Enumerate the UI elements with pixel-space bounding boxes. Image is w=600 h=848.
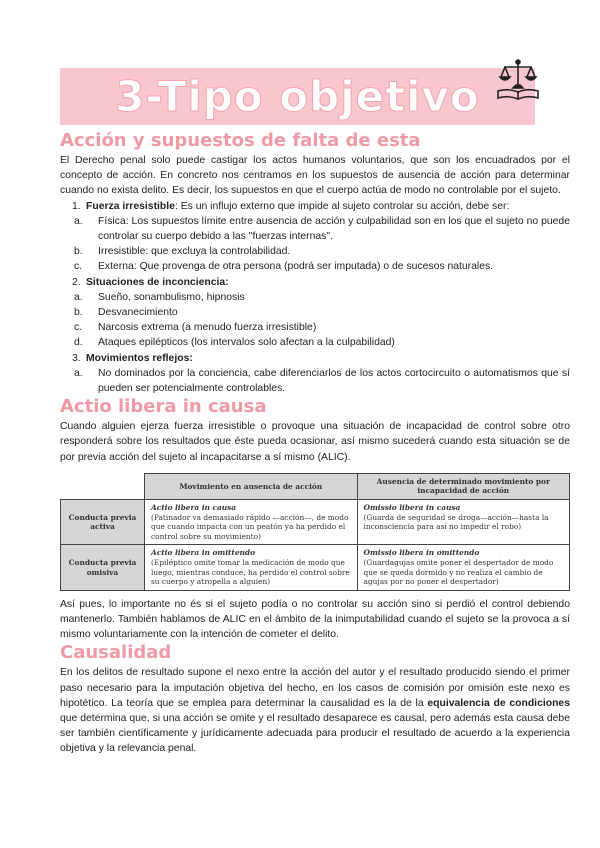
sub-letter: d. xyxy=(74,337,83,349)
sub-text: Ataques epilépticos (los intervalos solo afectan a la culpabilidad) xyxy=(98,337,395,349)
list-number: 1. xyxy=(72,200,81,212)
cell-text: (Guarda de seguridad se droga—acción—hasta la inconsciencia para así no impedir el robo) xyxy=(363,512,549,532)
causalidad-bold: equivalencia de condiciones xyxy=(427,697,570,709)
section-heading-alic: Actio libera in causa xyxy=(60,396,267,418)
list-item xyxy=(60,275,570,290)
list-label: Fuerza irresistible xyxy=(86,200,175,212)
sub-text: Sueño, sonambulismo, hipnosis xyxy=(98,291,245,303)
sub-item xyxy=(60,259,570,274)
sub-text: Irresistible: que excluya la controlabilidad. xyxy=(98,246,291,258)
title-band xyxy=(60,68,535,125)
cell-text: (Guardagujas omite poner el despertador de modo que se queda dormido y no realiza el cambio de agujas por no poner el despertador) xyxy=(363,558,554,587)
content xyxy=(60,130,570,757)
list-desc: : Es un influjo externo que impide al sujeto controlar su acción, debe ser: xyxy=(174,200,510,212)
sub-text: No dominados por la conciencia, cabe diferenciarlos de los actos cortocircuito o automatismos que sí pueden ser potencialmente controlables. xyxy=(98,367,570,395)
sub-letter: b. xyxy=(74,246,83,258)
table-col-header: Movimiento en ausencia de acción xyxy=(145,473,358,499)
causalidad-text-2: que determina que, si una acción se omite y el resultado desaparece es causal, pero además esta causa debe ser también científicamente y jurídicamente adecuada para producir el resultado de acuerdo a la experiencia objetiva y la relevancia penal. xyxy=(60,713,570,755)
table-cell xyxy=(357,500,569,545)
sub-item xyxy=(60,366,570,396)
cell-text: (Patinador va demasiado rápido —acción—, de modo que cuando impacta con un peatón ya ha perdido el control sobre su movimiento) xyxy=(151,512,349,541)
causalidad-paragraph xyxy=(60,665,570,756)
sub-letter: a. xyxy=(74,291,83,303)
causalidad-text-1: En los delitos de resultado supone el nexo entre la acción del autor y el resultado producido siendo el primer paso necesario para la imputación objetiva del hecho, en los casos de comisión por omisión este nexo es hipotético. La teoría que se emplea para determinar la causalidad es la de la xyxy=(60,667,570,709)
list-number: 2. xyxy=(72,276,81,288)
list-label: Movimientos reflejos: xyxy=(86,352,193,364)
sub-letter: a. xyxy=(74,215,83,227)
sub-item xyxy=(60,214,570,244)
section-heading-accion: Acción y supuestos de falta de esta xyxy=(60,130,421,151)
cell-title: Actio libera in causa xyxy=(151,503,237,513)
cell-text: (Epiléptico omite tomar la medicación de modo que luego, mientras conduce, ha perdido el control sobre su cuerpo y atropella a alguien) xyxy=(151,558,350,587)
table-col-header: Ausencia de determinado movimiento por incapacidad de acción xyxy=(357,473,569,499)
alic-table xyxy=(60,473,570,591)
list-item xyxy=(60,351,570,366)
page-title: 3-Tipo objetivo xyxy=(115,72,480,121)
table-cell xyxy=(145,500,358,545)
sub-text: Desvanecimiento xyxy=(98,307,178,319)
sub-text: Externa: Que provenga de otra persona (podrá ser imputada) o de sucesos naturales. xyxy=(98,261,494,273)
list-item xyxy=(60,199,570,214)
cell-title: Actio libera in omittendo xyxy=(151,548,256,558)
sub-item xyxy=(60,290,570,305)
list-number: 3. xyxy=(72,352,81,364)
scales-of-justice-book-icon xyxy=(494,58,542,102)
alic-after-paragraph: Así pues, lo importante no és si el sujeto podía o no controlar su acción sino si perdió el control debiendo mantenerlo. También hablamos de ALIC en el ámbito de la inimputabilidad cuando el sujeto se la provoca a sí mismo voluntariamente con la intención de cometer el delito. xyxy=(60,598,570,641)
sub-text: Física: Los supuestos límite entre ausencia de acción y culpabilidad son en los que el sujeto no puede controlar su cuerpo debido a las "fuerzas internas". xyxy=(98,215,570,243)
alic-paragraph: Cuando alguien ejerza fuerza irresistible o provoque una situación de incapacidad de control sobre otro responderá sobre los resultados que éste pueda ocasionar, así mismo sucederá cuando esta situación se de por previa acción del sujeto al incapacitarse a sí mismo (ALIC). xyxy=(60,421,570,463)
sub-letter: c. xyxy=(74,261,83,273)
sub-item xyxy=(60,320,570,335)
sub-letter: c. xyxy=(74,322,83,334)
sub-item xyxy=(60,244,570,259)
cell-title: Omissio libera in omittendo xyxy=(363,548,480,558)
intro-paragraph: El Derecho penal solo puede castigar los actos humanos voluntarios, que son los encuadrados por el concepto de acción. En concreto nos centramos en los supuestos de ausencia de acción para determinar cuando no exista delito. Es decir, los supuestos en que el cuerpo actúa de modo no controlable por el sujeto. xyxy=(60,155,570,197)
sub-letter: b. xyxy=(74,307,83,319)
cell-title: Omissio libera in causa xyxy=(363,503,461,513)
list-label: Situaciones de inconciencia: xyxy=(86,276,229,288)
sub-item xyxy=(60,335,570,350)
table-row-header: Conducta previa omisiva xyxy=(61,545,145,590)
sub-letter: a. xyxy=(74,367,83,379)
table-corner xyxy=(61,473,145,499)
table-cell xyxy=(357,545,569,590)
table-cell xyxy=(145,545,358,590)
table-row-header: Conducta previa activa xyxy=(61,500,145,545)
sub-item xyxy=(60,305,570,320)
sub-text: Narcosis extrema (a menudo fuerza irresistible) xyxy=(98,322,317,334)
section-heading-causalidad: Causalidad xyxy=(60,642,172,664)
